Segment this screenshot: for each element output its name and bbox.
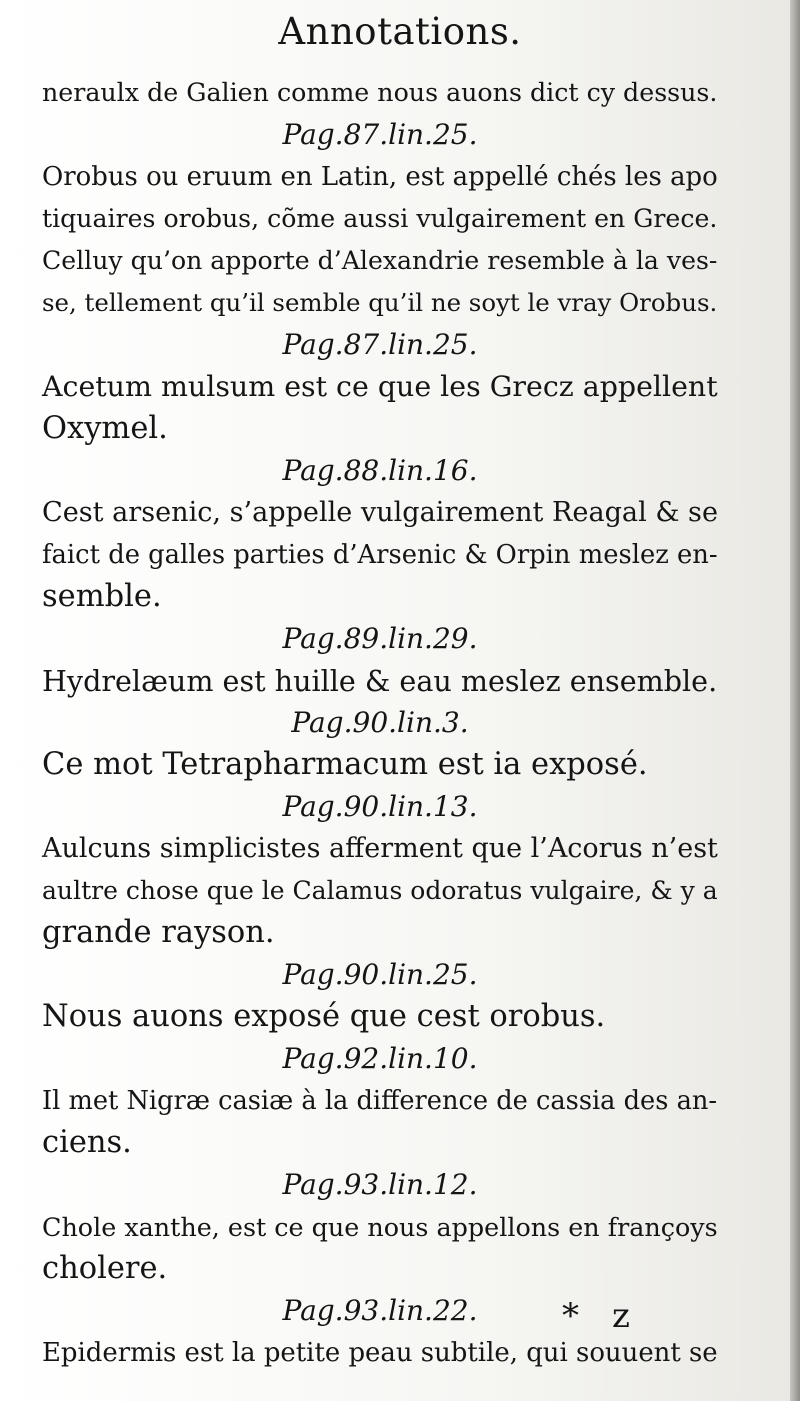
text-line: se, tellement qu’il semble qu’il ne soyt le vray Orobus. xyxy=(42,288,718,317)
text-line: cholere. xyxy=(42,1251,168,1286)
text-line: semble. xyxy=(42,579,162,614)
text-line: Acetum mulsum est ce que les Grecz appellent xyxy=(42,370,718,403)
page-reference: Pag.90.lin.3. xyxy=(291,706,469,739)
text-line: Orobus ou eruum en Latin, est appellé chés les apo xyxy=(42,162,718,192)
text-line: Nous auons exposé que cest orobus. xyxy=(42,999,606,1034)
page-reference: Pag.87.lin.25. xyxy=(282,328,478,361)
text-line: Aulcuns simplicistes afferment que l’Acorus n’est xyxy=(42,833,718,864)
text-line: faict de galles parties d’Arsenic & Orpin meslez en- xyxy=(42,540,718,570)
text-line: aultre chose que le Calamus odoratus vulgaire, & y a xyxy=(42,876,718,905)
text-line: tiquaires orobus, cõme aussi vulgairement en Grece. xyxy=(42,204,718,233)
running-head: Annotations. xyxy=(278,10,522,53)
page-gutter xyxy=(790,0,800,1401)
text-line: ciens. xyxy=(42,1125,132,1160)
text-line: Hydrelæum est huille & eau meslez ensemble. xyxy=(42,664,718,698)
text-line: neraulx de Galien comme nous auons dict cy dessus. xyxy=(42,78,718,107)
signature-mark: z xyxy=(612,1296,630,1336)
page-reference: Pag.90.lin.13. xyxy=(282,790,478,823)
text-line: Oxymel. xyxy=(42,411,168,446)
page-reference: Pag.90.lin.25. xyxy=(282,958,478,991)
text-line: Chole xanthe, est ce que nous appellons en françoys xyxy=(42,1212,718,1242)
page-reference: Pag.87.lin.25. xyxy=(282,118,478,151)
text-line: Epidermis est la petite peau subtile, qui souuent se xyxy=(42,1338,718,1368)
text-line: Ce mot Tetrapharmacum est ia exposé. xyxy=(42,747,648,782)
text-line: Il met Nigræ casiæ à la difference de cassia des an- xyxy=(42,1086,718,1116)
page-reference: Pag.93.lin.22. xyxy=(282,1294,478,1327)
text-line: grande rayson. xyxy=(42,915,275,950)
text-line: Celluy qu’on apporte d’Alexandrie resemble à la ves- xyxy=(42,246,718,275)
page-reference: Pag.93.lin.12. xyxy=(282,1168,478,1201)
text-line: Cest arsenic, s’appelle vulgairement Reagal & se xyxy=(42,497,718,528)
page-reference: Pag.92.lin.10. xyxy=(282,1042,478,1075)
page-footer xyxy=(562,1296,712,1336)
asterisk-mark: * xyxy=(562,1296,579,1336)
annotation-text xyxy=(42,72,718,1374)
page-reference: Pag.88.lin.16. xyxy=(282,454,478,487)
page-reference: Pag.89.lin.29. xyxy=(282,622,478,655)
